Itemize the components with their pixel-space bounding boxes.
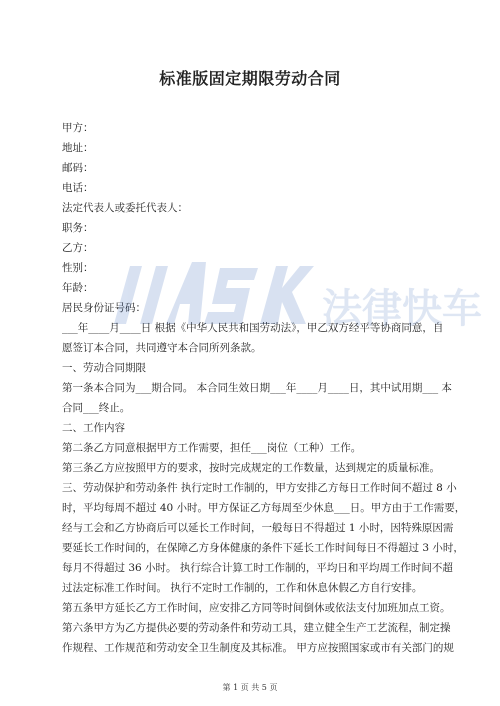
watermark-text: 法律快车 (322, 286, 482, 332)
body-line: 乙方： (62, 242, 94, 254)
body-line: 居民身份证号码： (62, 302, 146, 314)
body-line: 经与工会和乙方协商后可以延长工作时间，一般每日不得超过 1 小时，因特殊原因需 (62, 522, 454, 534)
body-line: 年龄： (62, 282, 94, 294)
body-line: 第三条乙方应按照甲方的要求，按时完成规定的工作数量，达到规定的质量标准。 (62, 462, 440, 474)
body-line: 作规程、工作规范和劳动安全卫生制度及其标准。 甲方应按照国家或市有关部门的规 (62, 642, 454, 654)
body-line: 法定代表人或委托代表人： (62, 202, 188, 214)
body-line: 每月不得超过 36 小时。 执行综合计算工时工作制的，平均日和平均周工作时间不超 (62, 562, 453, 574)
body-line: 合同___终止。 (62, 402, 131, 414)
body-line: 第一条本合同为___期合同。 本合同生效日期___年____月____日，其中试用期___ 本 (62, 382, 452, 394)
section-heading: 一、劳动合同期限 (62, 362, 146, 374)
body-line: 职务： (62, 222, 94, 234)
body-line: 三、劳动保护和劳动条件 执行定时工作制的，甲方安排乙方每日工作时间不超过 8 小 (62, 482, 457, 494)
body-line: 过法定标准工作时间。 执行不定时工作制的，工作和休息休假乙方自行安排。 (62, 582, 423, 594)
body-line: ___年____月____日 根据《中华人民共和国劳动法》，甲乙双方经平等协商同意，自 (62, 322, 444, 334)
document-body (62, 118, 466, 658)
body-line: 要延长工作时间的，在保障乙方身体健康的条件下延长工作时间每日不得超过 3 小时， (62, 542, 464, 554)
body-line: 第二条乙方同意根据甲方工作需要，担任___岗位（工种）工作。 (62, 442, 362, 454)
body-line: 电话： (62, 182, 94, 194)
body-line: 第六条甲方为乙方提供必要的劳动条件和劳动工具，建立健全生产工艺流程，制定操 (62, 622, 451, 634)
section-heading: 二、工作内容 (62, 422, 125, 434)
body-line: 甲方： (62, 122, 94, 134)
body-line: 性别： (62, 262, 94, 274)
body-line: 地址： (62, 142, 94, 154)
body-line: 愿签订本合同，共同遵守本合同所列条款。 (62, 342, 262, 354)
body-line: 第五条甲方延长乙方工作时间，应安排乙方同等时间倒休或依法支付加班加点工资。 (62, 602, 451, 614)
body-line: 邮码： (62, 162, 94, 174)
body-line: 时，平均每周不超过 40 小时。甲方保证乙方每周至少休息___日。甲方由于工作需要， (62, 502, 466, 514)
page-number: 第 1 页 共 5 页 (222, 683, 278, 692)
document-title: 标准版固定期限劳动合同 (159, 69, 341, 88)
